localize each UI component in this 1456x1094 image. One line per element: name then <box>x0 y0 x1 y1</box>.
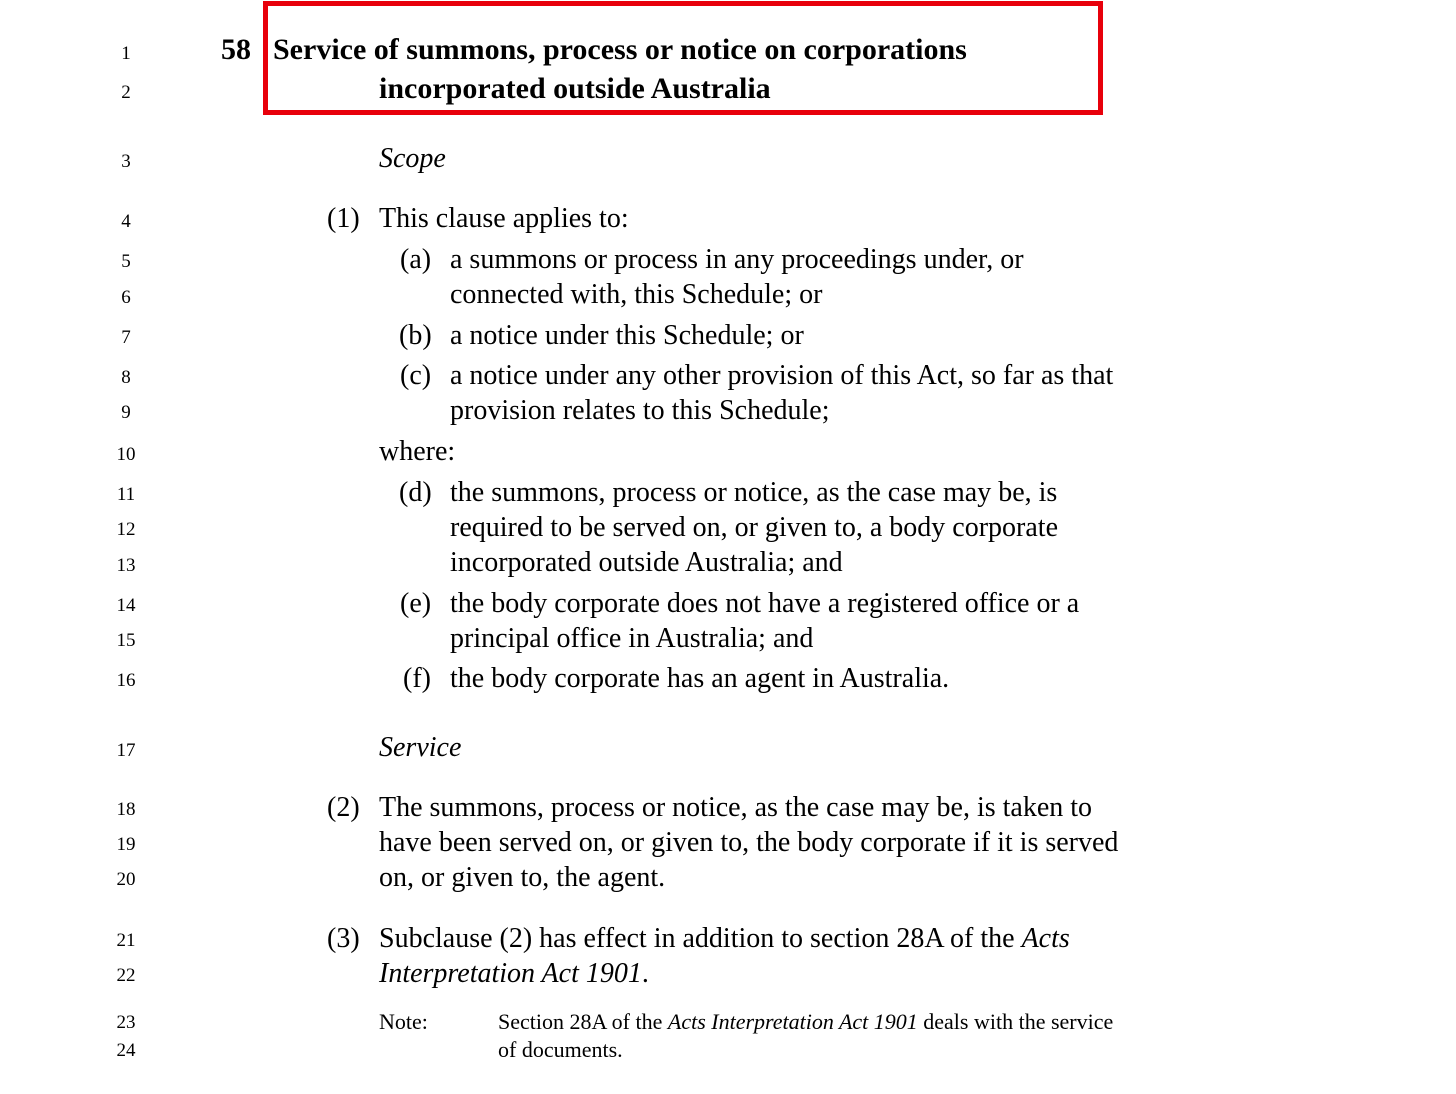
paragraph-label: (e) <box>400 588 432 619</box>
line-number: 9 <box>121 402 131 423</box>
note-text-part: deals with the service <box>917 1009 1114 1034</box>
subheading-scope: Scope <box>379 143 446 174</box>
subclause-text: have been served on, or given to, the body corporate if it is served <box>379 827 1119 858</box>
line-number: 2 <box>121 82 131 103</box>
line-number: 12 <box>116 519 136 540</box>
paragraph-text: principal office in Australia; and <box>450 623 814 654</box>
paragraph-label: (f) <box>403 663 431 694</box>
subclause-text: on, or given to, the agent. <box>379 862 666 893</box>
note-text-part: Section 28A of the <box>498 1009 668 1034</box>
line-number: 16 <box>116 670 136 691</box>
subclause-text <box>379 925 1070 953</box>
paragraph-text: the summons, process or notice, as the case may be, is <box>450 477 1058 508</box>
line-number: 6 <box>121 287 131 308</box>
note-text: of documents. <box>498 1037 623 1062</box>
line-number: 20 <box>116 869 136 890</box>
paragraph-text: incorporated outside Australia; and <box>450 547 843 578</box>
line-number: 18 <box>116 799 136 820</box>
line-number: 14 <box>116 595 136 616</box>
note-label: Note: <box>379 1009 428 1034</box>
subheading-service: Service <box>379 732 462 763</box>
line-number: 22 <box>116 965 136 986</box>
where-text: where: <box>379 436 456 467</box>
paragraph-label: (b) <box>399 320 432 351</box>
line-number: 24 <box>116 1040 136 1061</box>
paragraph-text: connected with, this Schedule; or <box>450 279 823 310</box>
subclause-text-part: . <box>641 958 649 989</box>
line-number: 8 <box>121 367 131 388</box>
section-heading-line-2: incorporated outside Australia <box>379 72 771 105</box>
subclause-text-part: Subclause (2) has effect in addition to section 28A of the <box>379 923 1022 954</box>
line-number: 23 <box>116 1012 136 1033</box>
subclause-label: (2) <box>327 792 360 823</box>
paragraph-text: the body corporate has an agent in Australia. <box>450 663 950 694</box>
subclause-text: This clause applies to: <box>379 203 629 234</box>
paragraph-label: (c) <box>400 360 432 391</box>
paragraph-label: (a) <box>400 244 432 275</box>
line-number: 3 <box>121 151 131 172</box>
line-number: 5 <box>121 251 131 272</box>
line-number: 21 <box>116 930 136 951</box>
paragraph-label: (d) <box>399 477 432 508</box>
line-number: 1 <box>121 43 131 64</box>
paragraph-text: a summons or process in any proceedings under, or <box>450 244 1024 275</box>
line-number: 19 <box>116 834 136 855</box>
line-number: 7 <box>121 327 131 348</box>
paragraph-text: provision relates to this Schedule; <box>450 395 830 426</box>
subclause-text <box>379 960 649 988</box>
paragraph-text: a notice under any other provision of this Act, so far as that <box>450 360 1114 391</box>
line-number: 11 <box>116 484 136 505</box>
subclause-text: The summons, process or notice, as the case may be, is taken to <box>379 792 1093 823</box>
paragraph-text: required to be served on, or given to, a body corporate <box>450 512 1059 543</box>
act-title-part: Acts <box>1021 923 1070 954</box>
subclause-label: (3) <box>327 923 360 954</box>
paragraph-text: a notice under this Schedule; or <box>450 320 804 351</box>
line-number: 15 <box>116 630 136 651</box>
line-number: 10 <box>116 444 136 465</box>
line-number: 4 <box>121 211 131 232</box>
line-number: 17 <box>116 740 136 761</box>
paragraph-text: the body corporate does not have a registered office or a <box>450 588 1080 619</box>
section-number: 58 <box>221 33 251 66</box>
line-number: 13 <box>116 555 136 576</box>
act-title-part: Interpretation Act 1901 <box>379 958 642 989</box>
act-title-part: Acts Interpretation Act 1901 <box>667 1009 918 1034</box>
subclause-label: (1) <box>327 203 360 234</box>
section-heading-line-1: Service of summons, process or notice on corporations <box>273 33 967 66</box>
note-text <box>498 1011 1113 1033</box>
